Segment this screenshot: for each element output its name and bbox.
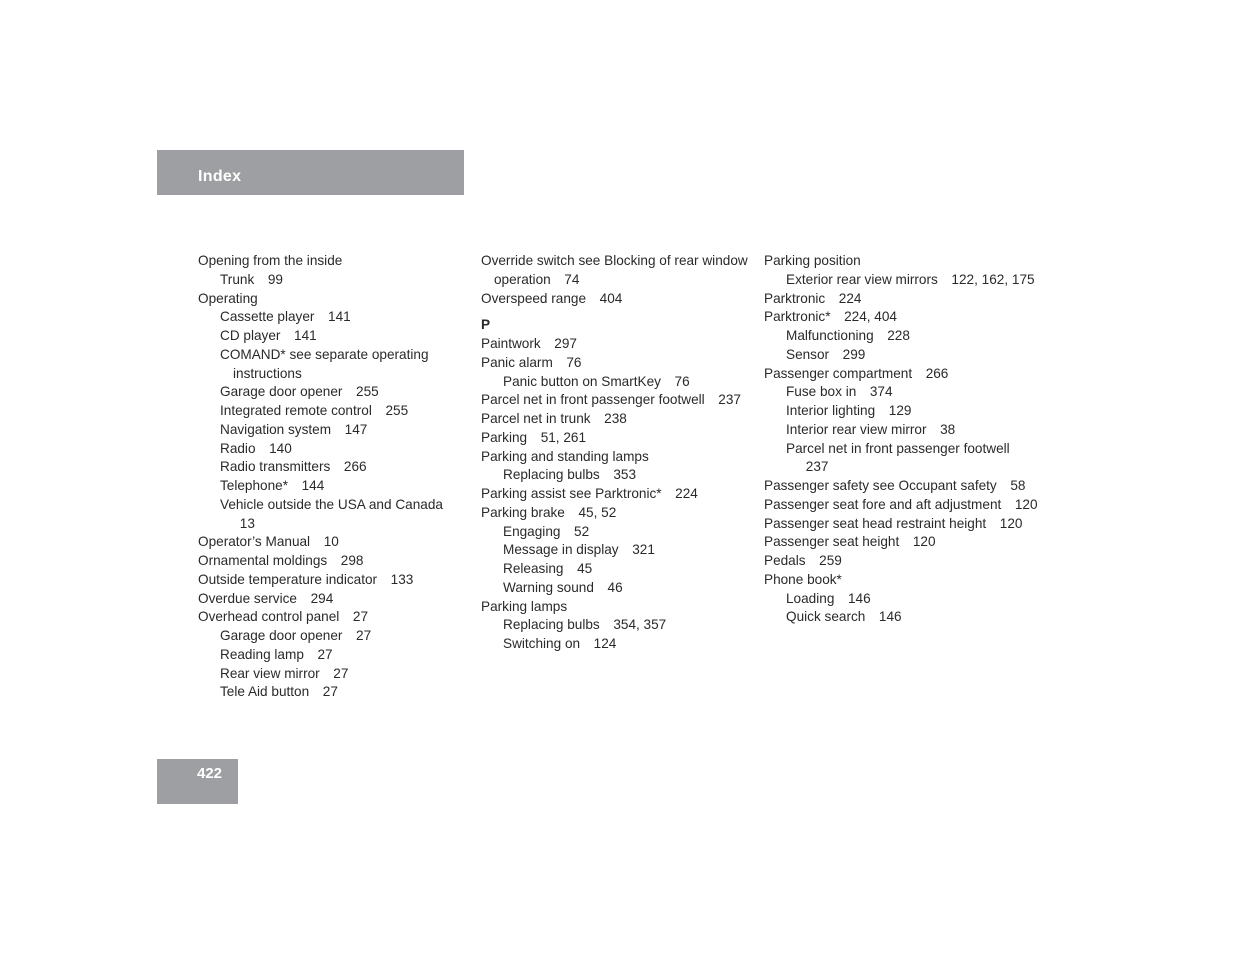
entry-page-ref: 237 (718, 392, 741, 408)
entry-term: Parking lamps (481, 598, 568, 614)
entry-page-ref: 99 (267, 271, 283, 287)
index-subentry (198, 271, 468, 290)
entry-page-ref: 13 (239, 515, 255, 531)
index-subentry (764, 271, 1039, 290)
entry-page-ref: 237 (805, 459, 829, 475)
entry-page-ref: 297 (554, 336, 577, 351)
index-subentry (481, 635, 751, 654)
entry-term: Ornamental moldings (198, 553, 328, 568)
entry-page-ref: 27 (333, 665, 349, 681)
entry-term: Parking (481, 429, 528, 445)
entry-term: Releasing (503, 561, 564, 576)
entry-page-ref: 224 (838, 290, 862, 306)
index-entry (198, 571, 468, 590)
entry-page-ref: 52 (574, 523, 590, 539)
index-entry (764, 552, 1039, 571)
entry-term: Override switch see Blocking of rear window operation (481, 253, 748, 287)
entry-page-ref: 46 (607, 579, 623, 595)
index-entry (764, 533, 1039, 552)
index-subentry (481, 523, 751, 542)
entry-term: Parcel net in trunk (481, 411, 591, 426)
entry-term: Paintwork (481, 336, 541, 351)
index-entry (764, 515, 1039, 534)
index-entry (481, 504, 751, 523)
entry-term: Overdue service (198, 590, 297, 606)
entry-term: Opening from the inside (198, 253, 343, 268)
index-subentry (198, 458, 468, 477)
entry-term: Replacing bulbs (503, 467, 600, 483)
entry-term: Malfunctioning (786, 328, 874, 343)
index-entry (764, 365, 1039, 384)
index-entry (481, 354, 751, 373)
index-subentry (764, 421, 1039, 440)
entry-page-ref: 238 (604, 411, 627, 426)
index-subentry (764, 346, 1039, 365)
index-entry (481, 252, 751, 290)
entry-page-ref: 120 (1014, 496, 1038, 512)
entry-page-ref: 120 (999, 515, 1023, 531)
index-column-1 (198, 252, 468, 702)
entry-term: Reading lamp (220, 646, 304, 662)
entry-term: Passenger seat height (764, 534, 900, 550)
index-column-2 (481, 252, 751, 654)
entry-page-ref: 228 (887, 328, 910, 343)
index-subentry (198, 421, 468, 440)
index-subentry (198, 440, 468, 459)
entry-term: Rear view mirror (220, 665, 320, 681)
entry-term: Radio transmitters (220, 459, 331, 475)
entry-term: Message in display (503, 542, 619, 558)
entry-term: Pedals (764, 553, 806, 568)
entry-term: Vehicle outside the USA and Canada (220, 496, 443, 512)
entry-term: Parktronic* (764, 309, 831, 325)
index-subentry (764, 608, 1039, 627)
index-entry (481, 410, 751, 429)
entry-term: Passenger compartment (764, 365, 913, 381)
entry-page-ref: 51, 261 (540, 429, 587, 445)
entry-term: Replacing bulbs (503, 617, 600, 633)
entry-page-ref: 321 (632, 542, 655, 558)
entry-term: Integrated remote control (220, 403, 372, 418)
index-entry (198, 252, 468, 271)
entry-page-ref: 141 (294, 328, 317, 343)
index-subentry (764, 440, 1039, 478)
entry-term: Loading (786, 590, 835, 606)
entry-page-ref: 122, 162, 175 (951, 271, 1035, 287)
entry-page-ref: 266 (925, 365, 949, 381)
index-entry (198, 290, 468, 309)
index-subentry (481, 616, 751, 635)
entry-term: Operating (198, 290, 258, 306)
entry-page-ref: 124 (593, 636, 617, 651)
entry-page-ref: 404 (599, 290, 623, 306)
entry-term: Trunk (220, 271, 255, 287)
entry-page-ref: 353 (613, 467, 637, 483)
entry-term: Panic alarm (481, 354, 553, 370)
index-subentry (481, 560, 751, 579)
page-number-box (157, 759, 238, 804)
index-entry (198, 590, 468, 609)
entry-term: Parking and standing lamps (481, 448, 649, 464)
entry-term: Cassette player (220, 309, 315, 325)
entry-page-ref: 27 (356, 628, 372, 643)
entry-term: Outside temperature indicator (198, 571, 378, 587)
entry-term: Parking position (764, 253, 861, 268)
index-column-3 (764, 252, 1039, 627)
entry-term: CD player (220, 328, 281, 343)
entry-page-ref: 224 (675, 486, 698, 501)
entry-term: Switching on (503, 636, 581, 651)
index-subentry (764, 402, 1039, 421)
entry-page-ref: 58 (1010, 478, 1026, 493)
entry-page-ref: 76 (566, 354, 582, 370)
entry-page-ref: 27 (317, 646, 333, 662)
entry-page-ref: 10 (323, 534, 339, 550)
entry-term: Quick search (786, 609, 866, 625)
index-subentry (764, 327, 1039, 346)
entry-term: Exterior rear view mirrors (786, 271, 938, 287)
entry-page-ref: 294 (310, 590, 334, 606)
index-subentry (198, 683, 468, 702)
entry-term: COMAND* see separate operating instructions (220, 346, 429, 381)
index-subentry (198, 627, 468, 646)
entry-page-ref: 120 (912, 534, 936, 550)
index-subentry (198, 346, 468, 384)
index-subentry (198, 477, 468, 496)
index-subentry (481, 541, 751, 560)
entry-page-ref: 255 (385, 403, 409, 418)
entry-page-ref: 299 (842, 346, 866, 362)
index-entry (764, 477, 1039, 496)
entry-term: Parcel net in front passenger footwell (481, 392, 705, 408)
index-subentry (198, 308, 468, 327)
index-letter-heading: P (481, 317, 491, 333)
index-entry (764, 571, 1039, 590)
entry-page-ref: 38 (940, 421, 956, 437)
entry-page-ref: 27 (322, 684, 338, 700)
index-entry (764, 290, 1039, 309)
entry-term: Interior lighting (786, 403, 876, 418)
index-entry (481, 448, 751, 467)
entry-term: Navigation system (220, 421, 332, 437)
page-number: 422 (197, 765, 223, 782)
index-subentry (198, 327, 468, 346)
index-entry (481, 335, 751, 354)
entry-term: Passenger seat fore and aft adjustment (764, 496, 1002, 512)
entry-page-ref: 266 (343, 459, 367, 475)
section-title: Index (198, 168, 242, 185)
index-entry (481, 391, 751, 410)
entry-term: Tele Aid button (220, 684, 310, 700)
index-subentry (198, 646, 468, 665)
entry-term: Panic button on SmartKey (503, 373, 661, 389)
index-entry (481, 429, 751, 448)
entry-term: Passenger safety see Occupant safety (764, 478, 997, 493)
entry-page-ref: 76 (674, 373, 690, 389)
entry-page-ref: 45, 52 (578, 504, 617, 520)
index-entry (481, 598, 751, 617)
entry-term: Sensor (786, 346, 830, 362)
index-entry (764, 252, 1039, 271)
entry-term: Parcel net in front passenger footwell (786, 440, 1010, 456)
index-entry (764, 496, 1039, 515)
entry-term: Garage door opener (220, 384, 343, 400)
index-entry (481, 290, 751, 309)
section-header-bar (157, 150, 464, 195)
index-subentry (198, 383, 468, 402)
entry-term: Interior rear view mirror (786, 421, 927, 437)
entry-page-ref: 27 (352, 609, 369, 625)
entry-term: Parking brake (481, 504, 565, 520)
entry-page-ref: 45 (577, 561, 593, 576)
index-entry (198, 552, 468, 571)
entry-page-ref: 374 (869, 384, 893, 400)
index-subentry (198, 496, 468, 534)
index-entry (198, 533, 468, 552)
entry-page-ref: 224, 404 (844, 309, 897, 325)
entry-term: Overhead control panel (198, 609, 340, 625)
index-subentry (764, 590, 1039, 609)
entry-page-ref: 255 (356, 384, 379, 400)
index-subentry (481, 373, 751, 392)
entry-page-ref: 129 (888, 403, 912, 418)
entry-page-ref: 74 (564, 271, 580, 287)
entry-page-ref: 146 (878, 609, 902, 625)
entry-page-ref: 259 (819, 553, 842, 568)
index-entry (198, 608, 468, 627)
entry-term: Phone book* (764, 571, 842, 587)
entry-term: Radio (220, 440, 256, 456)
entry-page-ref: 354, 357 (613, 617, 667, 633)
entry-term: Telephone* (220, 478, 289, 493)
entry-term: Parktronic (764, 290, 826, 306)
entry-page-ref: 144 (301, 478, 325, 493)
entry-page-ref: 141 (328, 309, 351, 325)
entry-term: Passenger seat head restraint height (764, 515, 987, 531)
entry-term: Garage door opener (220, 628, 343, 643)
entry-term: Engaging (503, 523, 561, 539)
entry-term: Fuse box in (786, 384, 857, 400)
entry-term: Parking assist see Parktronic* (481, 486, 662, 501)
entry-term: Operator’s Manual (198, 534, 311, 550)
index-subentry (198, 665, 468, 684)
entry-page-ref: 298 (340, 553, 364, 568)
entry-page-ref: 133 (390, 571, 414, 587)
index-subentry (198, 402, 468, 421)
entry-term: Warning sound (503, 579, 594, 595)
entry-page-ref: 140 (269, 440, 292, 456)
index-entry (764, 308, 1039, 327)
entry-page-ref: 146 (847, 590, 871, 606)
index-subentry (481, 466, 751, 485)
entry-term: Overspeed range (481, 290, 587, 306)
index-subentry (481, 579, 751, 598)
index-subentry (764, 383, 1039, 402)
index-entry (481, 485, 751, 504)
entry-page-ref: 147 (344, 421, 368, 437)
